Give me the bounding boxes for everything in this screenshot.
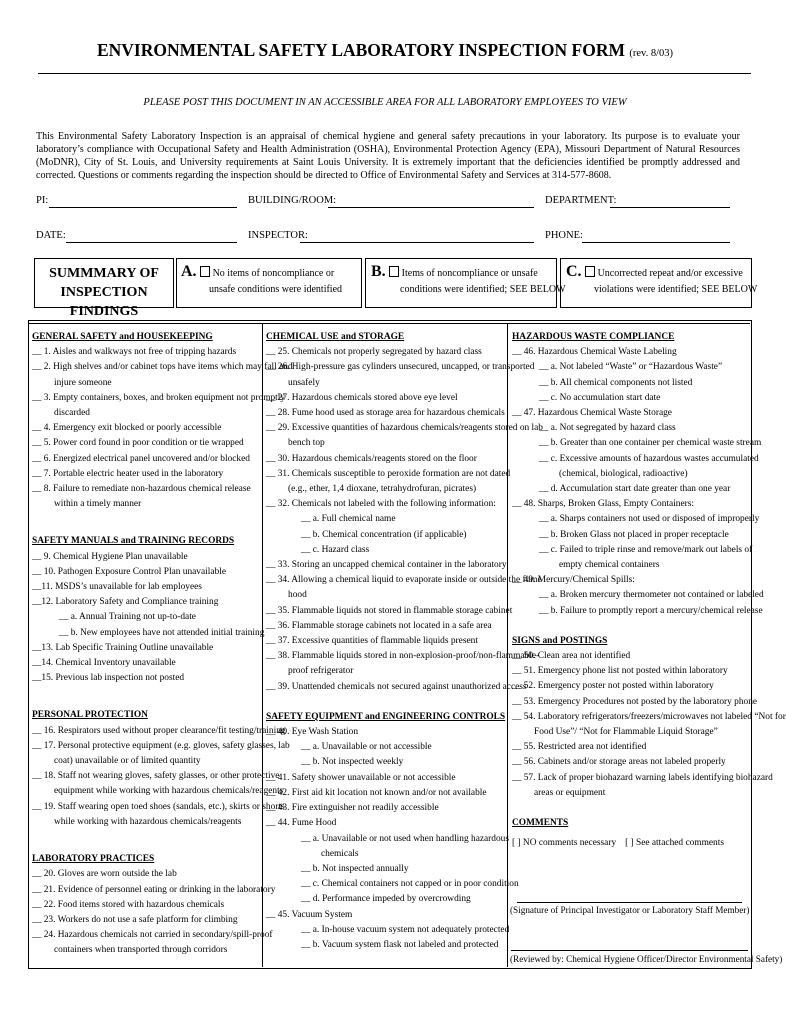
title-divider [38,73,751,74]
checklist-item[interactable]: __ 40. Eye Wash Station [266,727,359,738]
checklist-item[interactable]: __ a. Broken mercury thermometer not contained or labeled [539,590,764,601]
checklist-item[interactable]: __ 24. Hazardous chemicals not carried in secondary/spill-proof [32,930,273,941]
checklist-item[interactable]: __ a. Sharps containers not used or disposed of improperly [539,514,760,525]
column-divider-1 [262,323,263,967]
checklist-item[interactable]: __12. Laboratory Safety and Compliance training [32,597,219,608]
checklist-item[interactable]: __ 1. Aisles and walkways not free of tripping hazards [32,347,237,358]
checklist-item[interactable]: __ 55. Restricted area not identified [512,742,647,753]
section-spacer [32,686,260,708]
checklist-item: equipment while working with hazardous chemicals/reagents [54,786,284,797]
checklist-item[interactable]: __ 25. Chemicals not properly segregated by hazard class [266,347,482,358]
checklist-item[interactable]: __ 28. Fume hood used as storage area for hazardous chemicals [266,408,505,419]
checklist-item[interactable]: __ d. Performance impeded by overcrowding [301,894,471,905]
reviewed-line[interactable] [511,950,748,951]
checklist-item[interactable]: __ 57. Lack of proper biohazard warning labels identifying biohazard [512,772,773,783]
checklist-item: proof refrigerator [288,666,354,677]
section-heading: LABORATORY PRACTICES [32,854,155,865]
section-spacer [512,801,748,816]
checklist-item[interactable]: __ 45. Vacuum System [266,909,353,920]
checklist-item[interactable]: __ 39. Unattended chemicals not secured against unauthorized access [266,681,527,692]
checklist-item[interactable]: __ b. All chemical components not listed [539,377,693,388]
checklist-item[interactable]: __13. Lab Specific Training Outline unavailable [32,642,214,653]
checklist-column-3 [512,330,786,831]
posting-notice: PLEASE POST THIS DOCUMENT IN AN ACCESSIBLE AREA FOR ALL LABORATORY EMPLOYEES TO VIEW [143,97,627,108]
option-a-letter: A. [181,263,197,280]
checklist-item: hood [288,590,307,601]
section-spacer [32,830,260,852]
checklist-item[interactable]: __ 31. Chemicals susceptible to peroxide formation are not dated [266,468,511,479]
checklist-item[interactable]: __ b. Not inspected annually [301,863,409,874]
summary-title-line1: SUMMMARY OF [49,266,159,281]
checklist-item: bench top [288,438,325,449]
checklist-item[interactable]: __ 49. Mercury/Chemical Spills: [512,575,635,586]
checklist-item[interactable]: __ 18. Staff not wearing gloves, safety glasses, or other protective [32,771,280,782]
checklist-item[interactable]: __ a. Annual Training not up-to-date [59,612,196,623]
section-heading: HAZARDOUS WASTE COMPLIANCE [512,332,675,342]
checklist-item[interactable]: __ 52. Emergency poster not posted within laboratory [512,681,714,692]
form-title-text: ENVIRONMENTAL SAFETY LABORATORY INSPECTION FORM [96,40,625,60]
checklist-item[interactable]: __ 54. Laboratory refrigerators/freezers/microwaves not labeled “Not for [512,711,786,722]
checklist-item[interactable]: __ 6. Energized electrical panel uncovered and/or blocked [32,453,250,464]
checklist-item[interactable]: __ 37. Excessive quantities of flammable liquids present [266,636,478,647]
section-spacer [266,695,506,710]
checklist-item: empty chemical containers [559,560,660,571]
checklist-item: coat) unavailable or of limited quantity [54,756,201,767]
building-field[interactable] [328,195,534,208]
checklist-item[interactable]: __ 47. Hazardous Chemical Waste Storage [512,408,672,419]
checklist-item[interactable]: __ 36. Flammable storage cabinets not located in a safe area [266,620,492,631]
form-revision: (rev. 8/03) [629,48,674,59]
comments-options [512,838,742,848]
option-c-checkbox[interactable] [585,266,595,277]
checklist-item[interactable]: __ b. Not inspected weekly [301,757,404,768]
checklist-item[interactable]: __ b. Greater than one container per chemical waste stream [539,438,762,449]
checklist-item: injure someone [54,377,112,388]
checklist-item[interactable]: __ c. Chemical containers not capped or in poor condition [301,879,519,890]
checklist-item[interactable]: __ 9. Chemical Hygiene Plan unavailable [32,551,188,562]
checklist-item[interactable]: __ 21. Evidence of personnel eating or drinking in the laboratory [32,884,276,895]
checklist-item[interactable]: __ a. Unavailable or not accessible [301,742,432,753]
checklist-item[interactable]: __ b. Chemical concentration (if applicable) [301,529,467,540]
checklist-item: unsafely [288,377,320,388]
pi-field[interactable] [49,195,237,208]
option-b-checkbox[interactable] [389,266,399,277]
checklist-item[interactable]: __ a. Not labeled “Waste” or “Hazardous Waste” [539,362,723,373]
checklist-item[interactable]: __ 48. Sharps, Broken Glass, Empty Containers: [512,499,695,510]
checklist-item[interactable]: __ 42. First aid kit location not known and/or not available [266,787,487,798]
checklist-item: chemicals [321,848,359,859]
checklist-item[interactable]: __ 19. Staff wearing open toed shoes (sandals, etc.), skirts or shorts [32,801,285,812]
section-spacer [32,512,260,534]
checklist-item[interactable]: __11. MSDS’s unavailable for lab employees [32,582,202,593]
option-b-line1: Items of noncompliance or unsafe [401,268,538,279]
checklist-item[interactable]: __ 5. Power cord found in poor condition or tie wrapped [32,438,244,449]
checklist-item: containers when transported through corridors [54,945,228,956]
section-heading: CHEMICAL USE and STORAGE [266,332,405,342]
option-b-text [371,263,566,298]
checklist-item: discarded [54,408,90,419]
checklist-item: within a timely manner [54,499,142,510]
option-a-text [181,264,359,298]
checklist-item[interactable]: __ 51. Emergency phone list not posted within laboratory [512,666,728,677]
checklist-item[interactable]: __ 22. Food items stored with hazardous chemicals [32,899,225,910]
checklist-item[interactable]: __ d. Accumulation start date greater than one year [539,484,731,495]
checklist-item[interactable]: __ 20. Gloves are worn outside the lab [32,869,177,880]
inspector-field[interactable] [300,230,534,243]
checklist-item[interactable]: __ 30. Hazardous chemicals/reagents stored on the floor [266,453,477,464]
checklist-item[interactable]: __ c. Failed to triple rinse and remove/mark out labels of [539,544,753,555]
section-heading: PERSONAL PROTECTION [32,710,148,721]
checklist-item: (e.g., ether, 1,4 dioxane, tetrahydrofuran, picrates) [288,484,477,495]
checklist-item[interactable]: __ 17. Personal protective equipment (e.g. gloves, safety glasses, lab [32,740,290,751]
option-c-text [566,263,758,298]
checklist-item[interactable]: __ 33. Storing an uncapped chemical container in the laboratory [266,560,507,571]
checklist-item[interactable]: __ c. Excessive amounts of hazardous wastes accumulated [539,453,759,464]
checklist-item[interactable]: __ b. Failure to promptly report a mercury/chemical release [539,605,763,616]
option-c-line1: Uncorrected repeat and/or excessive [597,268,743,279]
checklist-item[interactable]: __ 43. Fire extinguisher not readily accessible [266,803,439,814]
checklist-item: (chemical, biological, radioactive) [559,468,688,479]
checklist-item[interactable]: __ b. Vacuum system flask not labeled and protected [301,939,499,950]
checklist-item[interactable]: __ 46. Hazardous Chemical Waste Labeling [512,347,677,358]
checklist-item[interactable]: __ 50. Clean area not identified [512,651,631,662]
option-a-line1: No items of noncompliance or [212,268,335,279]
checklist-item[interactable]: __ 38. Flammable liquids stored in non-explosion-proof/non-flammable- [266,651,540,662]
checklist-frame-inner-top [28,323,750,324]
reviewed-label: (Reviewed by: Chemical Hygiene Officer/Director Environmental Safety) [510,954,783,964]
date-label: DATE: [36,230,66,241]
column-divider-2 [507,323,508,967]
checklist-item[interactable]: __ 41. Safety shower unavailable or not accessible [266,772,456,783]
checklist-item[interactable]: __ 29. Excessive quantities of hazardous chemicals/reagents stored on lab [266,423,543,434]
summary-title [36,264,172,321]
checklist-item[interactable]: __ 3. Empty containers, boxes, and broken equipment not promptly [32,392,286,403]
summary-title-line2: INSPECTION FINDINGS [60,285,148,319]
checklist-item[interactable]: __ 27. Hazardous chemicals stored above eye level [266,392,458,403]
section-heading: SAFETY EQUIPMENT and ENGINEERING CONTROLS [266,711,506,722]
inspector-label: INSPECTOR: [248,230,308,241]
checklist-item: Food Use”/ “Not for Flammable Liquid Storage” [534,727,718,738]
checklist-item[interactable]: __ 4. Emergency exit blocked or poorly accessible [32,423,222,434]
checklist-item[interactable]: __ 8. Failure to remediate non-hazardous chemical release [32,484,251,495]
department-label: DEPARTMENT: [545,195,617,206]
checklist-item[interactable]: __ 53. Emergency Procedures not posted by the laboratory phone [512,696,758,707]
checklist-item[interactable]: __ 10. Pathogen Exposure Control Plan unavailable [32,566,226,577]
checklist-item[interactable]: __15. Previous lab inspection not posted [32,673,185,684]
section-heading: GENERAL SAFETY and HOUSEKEEPING [32,332,213,342]
checklist-item[interactable]: __ c. No accumulation start date [539,392,661,403]
checklist-item[interactable]: __ 44. Fume Hood [266,818,337,829]
form-title [0,40,770,61]
checklist-item[interactable]: __14. Chemical Inventory unavailable [32,658,176,669]
option-c-line2: violations were identified; SEE BELOW [594,284,758,295]
checklist-item[interactable]: __ 34. Allowing a chemical liquid to evaporate inside or outside the fume [266,575,542,586]
section-heading: SAFETY MANUALS and TRAINING RECORDS [32,536,235,547]
signature-label: (Signature of Principal Investigator or Laboratory Staff Member) [510,905,750,915]
section-heading: SIGNS and POSTINGS [512,635,608,646]
checklist-item[interactable]: __ 56. Cabinets and/or storage areas not labeled properly [512,757,726,768]
option-b-letter: B. [371,263,386,280]
checklist-column-1 [32,330,293,959]
checklist-item[interactable]: __ b. New employees have not attended initial training [59,627,265,638]
checklist-item[interactable]: __ 32. Chemicals not labeled with the following information: [266,499,496,510]
checklist-item[interactable]: __ 16. Respirators used without proper clearance/fit testing/training [32,725,286,736]
checklist-item[interactable]: __ a. Unavailable or not used when handling hazardous [301,833,510,844]
section-heading: COMMENTS [512,818,569,829]
option-a-checkbox[interactable] [200,266,210,277]
checklist-item[interactable]: __ 23. Workers do not use a safe platform for climbing [32,914,238,925]
signature-line[interactable] [517,902,742,903]
checklist-item[interactable]: __ 7. Portable electric heater used in the laboratory [32,468,224,479]
checklist-item[interactable]: __ 26. High-pressure gas cylinders unsecured, uncapped, or transported [266,362,535,373]
checklist-item[interactable]: __ a. In-house vacuum system not adequately protected [301,924,510,935]
option-b-line2: conditions were identified; SEE BELOW [400,284,566,295]
checklist-item[interactable]: __ a. Full chemical name [301,514,396,525]
checklist-item[interactable]: __ b. Broken Glass not placed in proper receptacle [539,529,729,540]
checklist-item[interactable]: __ c. Hazard class [301,544,370,555]
building-label: BUILDING/ROOM: [248,195,337,206]
checklist-item[interactable]: __ 2. High shelves and/or cabinet tops have items which may fall and [32,362,293,373]
checklist-item[interactable]: __ 35. Flammable liquids not stored in flammable storage cabinet [266,605,513,616]
department-field[interactable] [610,195,730,208]
see-attached-checkbox[interactable]: [ ] See attached comments [625,838,724,848]
checklist-item[interactable]: __ a. Not segregated by hazard class [539,423,676,434]
no-comments-checkbox[interactable]: [ ] NO comments necessary [512,838,617,848]
phone-field[interactable] [582,230,730,243]
option-a-line2: unsafe conditions were identified [209,284,343,295]
checklist-item: while working with hazardous chemicals/reagents [54,816,242,827]
option-c-letter: C. [566,263,582,280]
date-field[interactable] [66,230,237,243]
checklist-item: areas or equipment [534,787,606,798]
intro-paragraph: This Environmental Safety Laboratory Inspection is an appraisal of chemical hygiene and general safety precautions in your laboratory. Its purpose is to evaluate your laboratory’s compliance with Occupational Safety and Health Administration (OSHA), Environmental Protection Agency (EPA), Missouri Department of Natural Resources (MoDNR), City of St. Louis, and University requirements at Saint Louis University. It is extremely important that the deficiencies identified be promptly addressed and corrected. Questions or comments regarding the inspection should be directed to Office of Environmental Safety and Services at 314-577-8608. [36,131,740,181]
section-spacer [512,619,748,634]
pi-label: PI: [36,195,49,206]
phone-label: PHONE: [545,230,583,241]
